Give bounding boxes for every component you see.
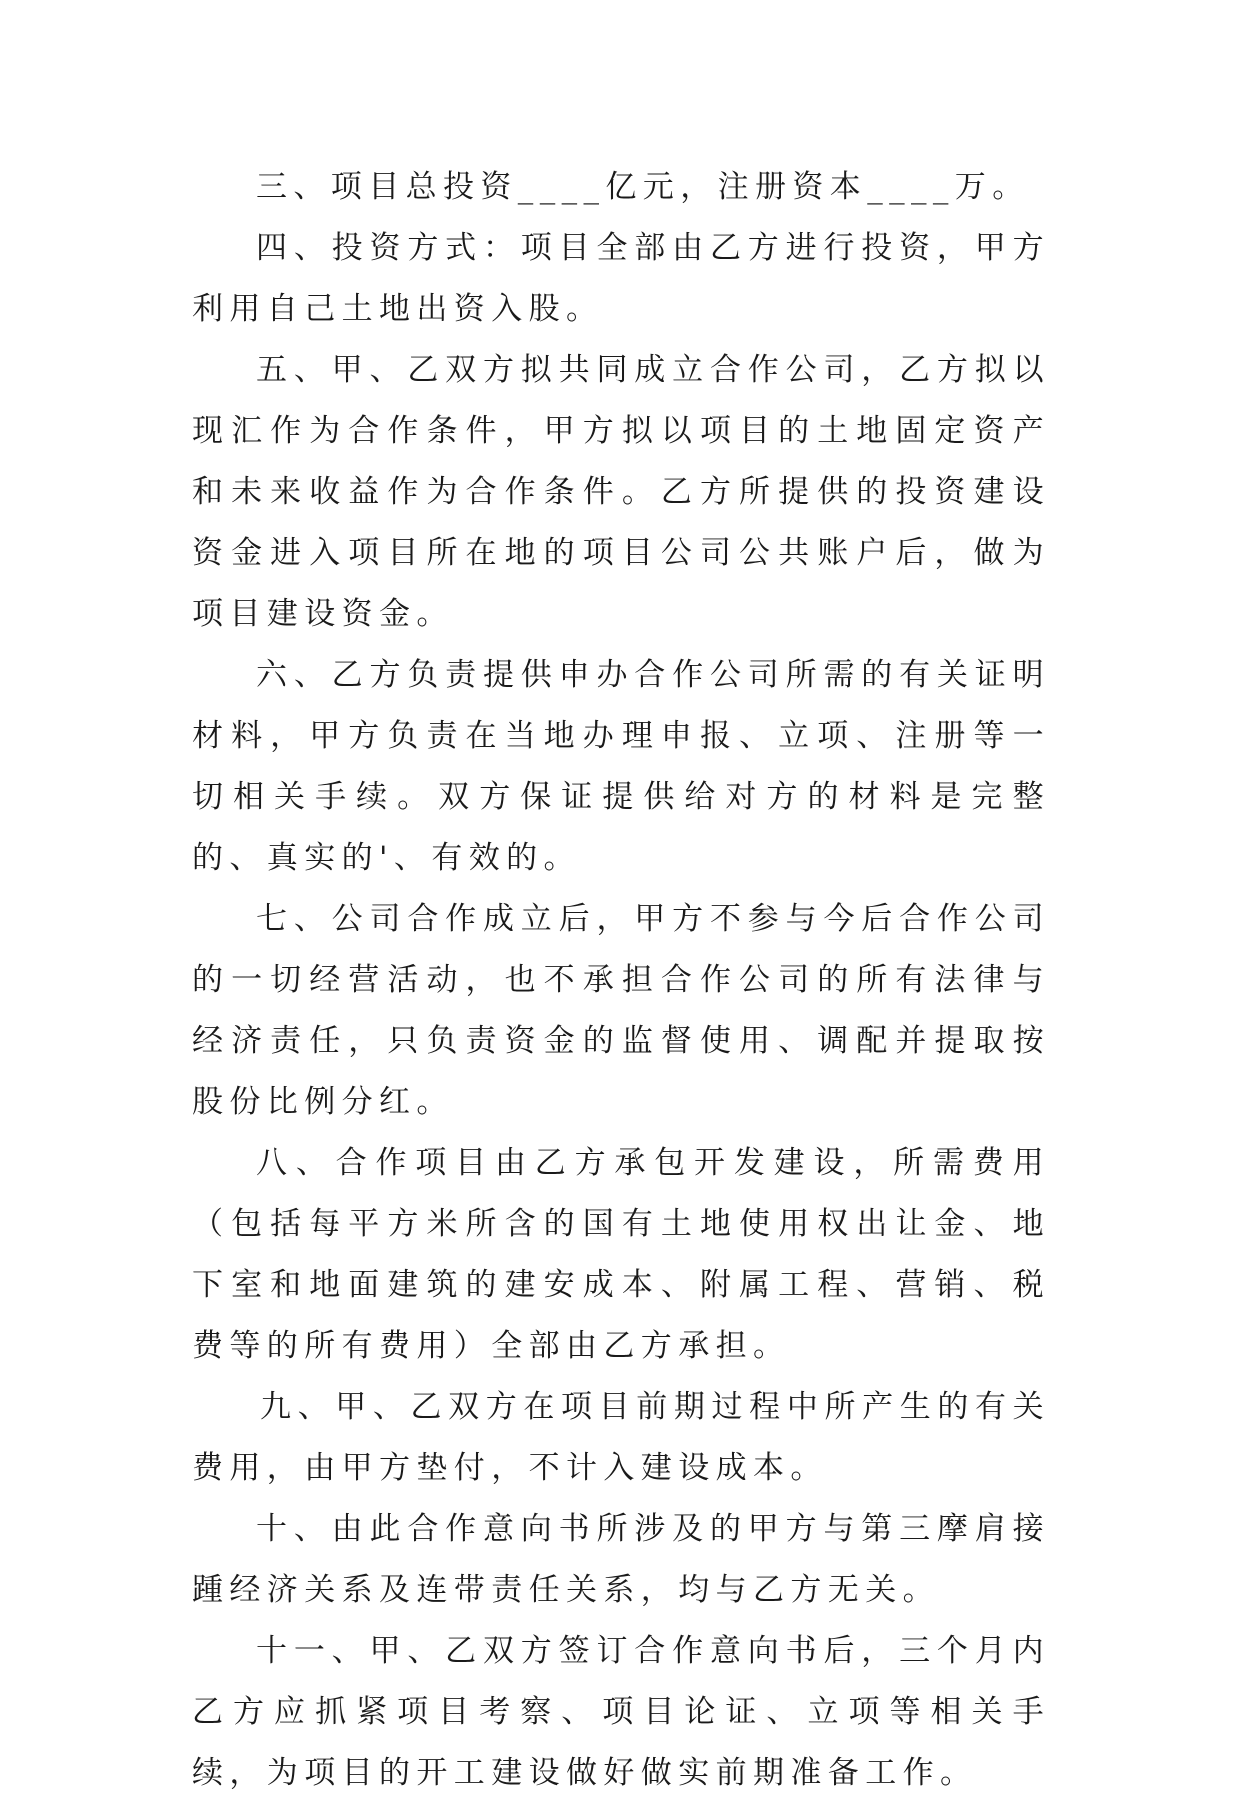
paragraph-8-development-costs: 八、合作项目由乙方承包开发建设，所需费用（包括每平方米所含的国有土地使用权出让金、地下室和地面建筑的建安成本、附属工程、营销、税费等的所有费用）全部由乙方承担。 bbox=[192, 1145, 1050, 1364]
paragraph-3-total-investment: 三、项目总投资____亿元，注册资本____万。 bbox=[256, 169, 1030, 205]
document-body bbox=[192, 157, 1050, 1804]
paragraph-6-application-materials: 六、乙方负责提供申办合作公司所需的有关证明材料，甲方负责在当地办理申报、立项、注册等一切相关手续。双方保证提供给对方的材料是完整的、真实的'、有效的。 bbox=[192, 657, 1050, 876]
paragraph-11-preparation-work: 十一、甲、乙双方签订合作意向书后，三个月内乙方应抓紧项目考察、项目论证、立项等相关手续，为项目的开工建设做好做实前期准备工作。 bbox=[192, 1633, 1050, 1791]
paragraph-4-investment-method: 四、投资方式：项目全部由乙方进行投资，甲方利用自己土地出资入股。 bbox=[192, 230, 1050, 327]
paragraph-7-company-operation: 七、公司合作成立后，甲方不参与今后合作公司的一切经营活动，也不承担合作公司的所有法律与经济责任，只负责资金的监督使用、调配并提取按股份比例分红。 bbox=[192, 901, 1050, 1120]
paragraph-9-preliminary-expenses: 九、甲、乙双方在项目前期过程中所产生的有关费用，由甲方垫付，不计入建设成本。 bbox=[192, 1389, 1050, 1486]
paragraph-5-joint-company: 五、甲、乙双方拟共同成立合作公司，乙方拟以现汇作为合作条件，甲方拟以项目的土地固定资产和未来收益作为合作条件。乙方所提供的投资建设资金进入项目所在地的项目公司公共账户后，做为项目建设资金。 bbox=[192, 352, 1050, 632]
paragraph-10-third-party-relations: 十、由此合作意向书所涉及的甲方与第三摩肩接踵经济关系及连带责任关系，均与乙方无关。 bbox=[192, 1511, 1050, 1608]
